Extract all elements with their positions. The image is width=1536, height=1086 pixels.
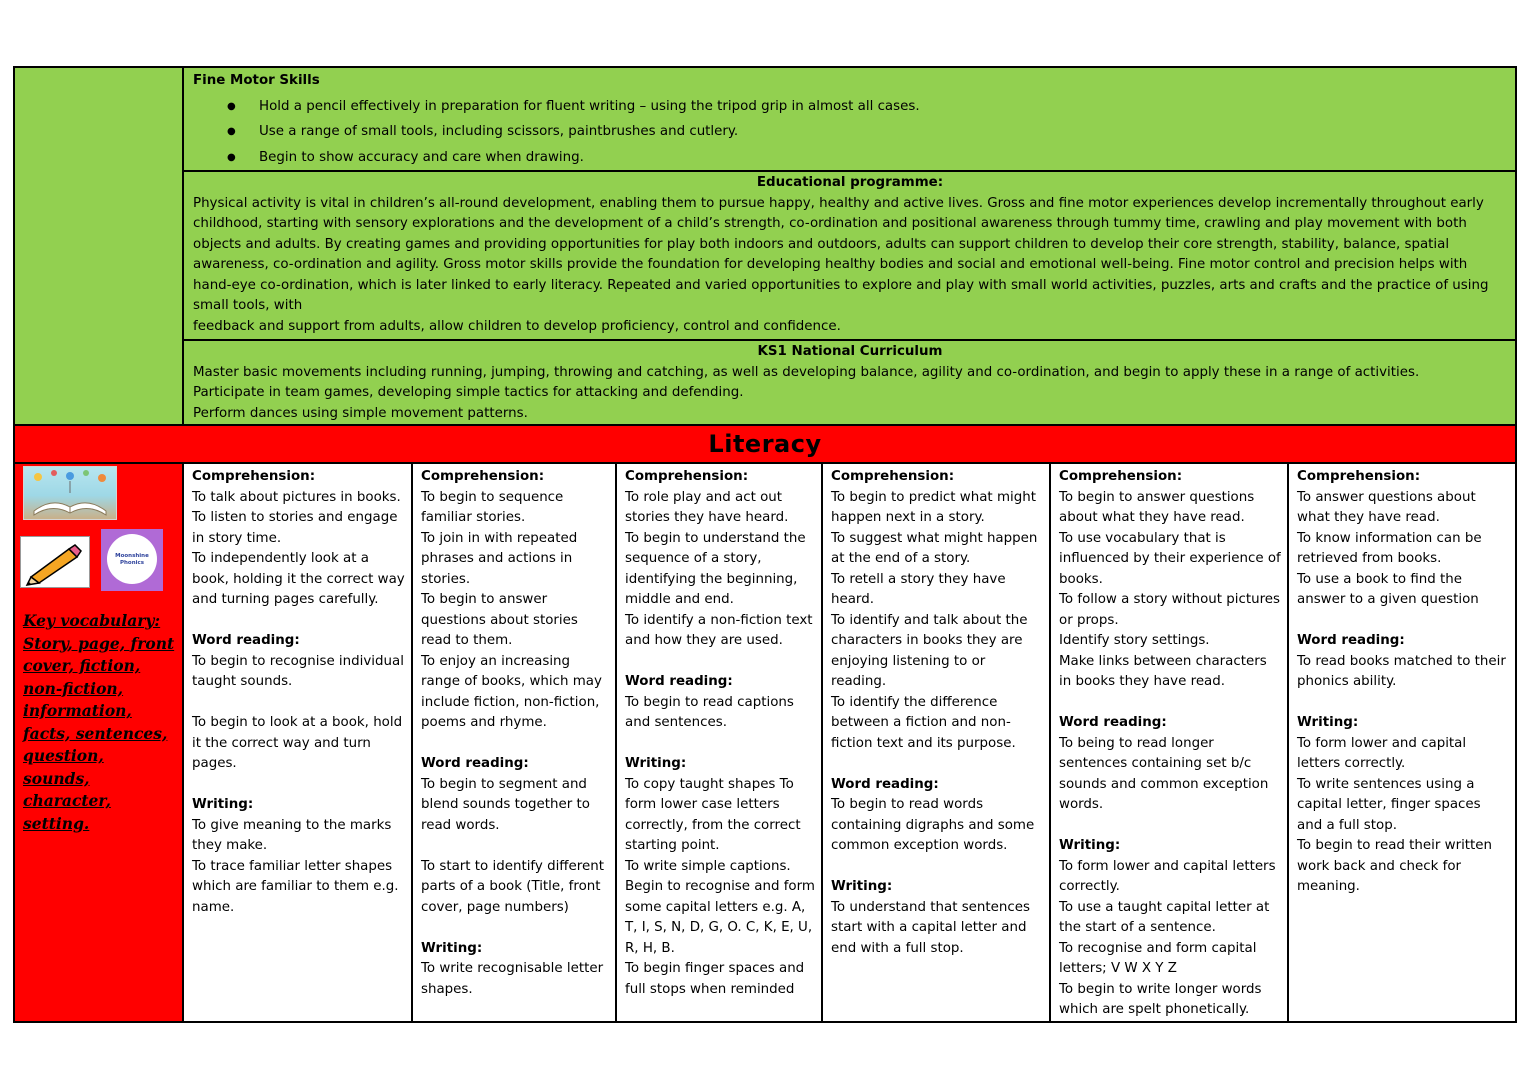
writing-item: To trace familiar letter shapes which are familiar to them e.g. name.: [192, 858, 399, 915]
comprehension-item: To begin to understand the sequence of a story, identifying the beginning, middle and end.: [625, 530, 806, 607]
fine-motor-bullet: ● Begin to show accuracy and care when drawing.: [193, 145, 1507, 171]
educational-programme-text-2: feedback and support from adults, allow children to develop proficiency, control and confidence.: [193, 318, 841, 334]
writing-heading: Writing:: [1297, 715, 1359, 730]
writing-item: To give meaning to the marks they make.: [192, 817, 392, 853]
writing-item: To recognise and form capital letters; V W X Y Z: [1059, 940, 1257, 976]
comprehension-item: To identify and talk about the characters in books they are enjoying listening to or reading.: [831, 612, 1028, 689]
educational-programme-heading: Educational programme:: [756, 175, 944, 190]
comprehension-item: To independently look at a book, holding it the correct way and turning pages carefully.: [192, 551, 405, 607]
ks1-section: [184, 341, 1515, 424]
comprehension-heading: Comprehension:: [1297, 469, 1421, 484]
pencil-image: [20, 536, 90, 588]
word-reading-heading: Word reading:: [1059, 715, 1167, 730]
writing-item: To write recognisable letter shapes.: [421, 961, 604, 997]
writing-item: To write sentences using a capital letter, finger spaces and a full stop.: [1297, 776, 1481, 833]
comprehension-heading: Comprehension:: [192, 469, 316, 484]
writing-item: To copy taught shapes To form lower case letters correctly, from the correct starting point.: [625, 776, 801, 853]
comprehension-heading: Comprehension:: [421, 469, 545, 484]
literacy-col-6: [1288, 463, 1516, 1022]
comprehension-item: To join in with repeated phrases and actions in stories.: [421, 530, 578, 587]
literacy-col-4: [822, 463, 1050, 1022]
phonics-logo: [101, 529, 163, 591]
literacy-side-cell: [14, 463, 183, 1022]
pencil-icon: [21, 537, 89, 587]
writing-item: Begin to recognise and form some capital letters e.g. A, T, I, S, N, D, G, O. C, K, E, U, R, H, B.: [625, 879, 815, 956]
comprehension-item: To suggest what might happen at the end of a story.: [831, 530, 1038, 566]
comprehension-item: To answer questions about what they have read.: [1297, 489, 1476, 525]
educational-programme-section: [184, 172, 1515, 341]
writing-heading: Writing:: [421, 940, 483, 956]
ks1-line: Master basic movements including running, jumping, throwing and catching, as well as developing balance, agility and co-ordination, and begin to apply these in a range of activities.: [193, 364, 1420, 380]
fine-motor-bullet: ● Use a range of small tools, including scissors, paintbrushes and cutlery.: [193, 119, 1507, 145]
word-reading-item: To begin to read words containing digraphs and some common exception words.: [831, 797, 1035, 853]
physical-content-cell: [183, 67, 1516, 425]
writing-item: To begin finger spaces and full stops when reminded: [625, 961, 805, 997]
key-vocabulary: Key vocabulary: Story, page, front cover, fiction, non-fiction, information, facts, sentences, question, sounds, character, setting.: [23, 611, 175, 833]
writing-heading: Writing:: [625, 756, 687, 771]
fine-motor-section: [184, 68, 1515, 172]
comprehension-item: To retell a story they have heard.: [831, 571, 1006, 607]
ks1-line: Perform dances using simple movement patterns.: [193, 405, 528, 421]
writing-item: To use a taught capital letter at the start of a sentence.: [1059, 899, 1270, 935]
word-reading-heading: Word reading:: [421, 756, 529, 771]
word-reading-heading: Word reading:: [1297, 633, 1405, 648]
comprehension-item: To listen to stories and engage in story time.: [192, 510, 398, 546]
word-reading-item: To start to identify different parts of a book (Title, front cover, page numbers): [421, 858, 604, 915]
curriculum-table: [13, 66, 1517, 1023]
open-book-icon: [24, 467, 116, 519]
literacy-title: Literacy: [14, 425, 1516, 463]
writing-item: To begin to read their written work back and check for meaning.: [1297, 838, 1493, 894]
word-reading-item: To read books matched to their phonics ability.: [1297, 653, 1506, 689]
comprehension-item: To use a book to find the answer to a given question: [1297, 571, 1479, 607]
word-reading-heading: Word reading:: [625, 674, 733, 689]
comprehension-heading: Comprehension:: [625, 469, 749, 484]
ks1-heading: KS1 National Curriculum: [757, 344, 943, 359]
comprehension-item: To begin to sequence familiar stories.: [421, 489, 564, 525]
writing-item: To form lower and capital letters correctly.: [1297, 735, 1467, 771]
word-reading-heading: Word reading:: [831, 776, 939, 792]
word-reading-item: To begin to segment and blend sounds together to read words.: [421, 776, 590, 833]
literacy-col-2: [412, 463, 616, 1022]
comprehension-item: To begin to answer questions about what they have read.: [1059, 489, 1255, 525]
comprehension-item: Identify story settings.: [1059, 633, 1210, 648]
word-reading-item: To begin to look at a book, hold it the correct way and turn pages.: [192, 715, 403, 771]
books-image: [23, 466, 117, 520]
fine-motor-bullet: ● Hold a pencil effectively in preparation for fluent writing – using the tripod grip in almost all cases.: [193, 94, 1507, 120]
comprehension-item: To know information can be retrieved from books.: [1297, 530, 1482, 566]
comprehension-item: To enjoy an increasing range of books, which may include fiction, non-fiction, poems and rhyme.: [421, 653, 602, 730]
literacy-col-5: [1050, 463, 1288, 1022]
physical-side-cell: [14, 67, 183, 425]
writing-item: To write simple captions.: [625, 858, 791, 874]
writing-heading: Writing:: [831, 879, 893, 894]
writing-item: To understand that sentences start with a capital letter and end with a full stop.: [831, 899, 1030, 956]
comprehension-item: To role play and act out stories they have heard.: [625, 489, 789, 525]
writing-heading: Writing:: [1059, 838, 1121, 853]
comprehension-item: To begin to answer questions about stories read to them.: [421, 592, 578, 648]
fine-motor-heading: Fine Motor Skills: [193, 73, 320, 88]
writing-item: To form lower and capital letters correctly.: [1059, 858, 1276, 894]
literacy-col-1: [183, 463, 412, 1022]
comprehension-item: Make links between characters in books they have read.: [1059, 653, 1267, 689]
comprehension-heading: Comprehension:: [1059, 469, 1183, 484]
ks1-line: Participate in team games, developing simple tactics for attacking and defending.: [193, 385, 744, 400]
comprehension-item: To follow a story without pictures or props.: [1059, 592, 1281, 628]
fine-motor-list: [193, 94, 1507, 171]
comprehension-item: To begin to predict what might happen next in a story.: [831, 489, 1036, 525]
literacy-sidebar: [15, 464, 182, 1012]
writing-heading: Writing:: [192, 797, 254, 812]
comprehension-item: To use vocabulary that is influenced by their experience of books.: [1059, 530, 1281, 587]
comprehension-item: To talk about pictures in books.: [192, 489, 401, 505]
word-reading-item: To begin to recognise individual taught sounds.: [192, 653, 404, 689]
word-reading-item: To being to read longer sentences containing set b/c sounds and common exception words.: [1059, 735, 1269, 812]
comprehension-item: To identify the difference between a fiction and non-fiction text and its purpose.: [831, 694, 1016, 751]
phonics-logo-text: Moonshine Phonics: [107, 534, 157, 584]
word-reading-heading: Word reading:: [192, 633, 300, 648]
comprehension-heading: Comprehension:: [831, 469, 955, 484]
comprehension-item: To identify a non-fiction text and how they are used.: [625, 612, 813, 648]
writing-item: To begin to write longer words which are spelt phonetically.: [1059, 981, 1262, 1017]
educational-programme-text: Physical activity is vital in children’s all-round development, enabling them to pursue happy, healthy and active lives. Gross and fine motor experiences develop incrementally throughout early childhood, starting with sensory explorations and the development of a child’s strength, co-ordination and positional awareness through tummy time, crawling and play movement with both objects and adults. By creating games and providing opportunities for play both indoors and outdoors, adults can support children to develop their core strength, stability, balance, spatial awareness, co-ordination and agility. Gross motor skills provide the foundation for developing healthy bodies and social and emotional well-being. Fine motor control and precision helps with hand-eye co-ordination, which is later linked to early literacy. Repeated and varied opportunities to explore and play with small world activities, puzzles, arts and crafts and the practice of using small tools, with: [193, 195, 1489, 313]
word-reading-item: To begin to read captions and sentences.: [625, 694, 794, 730]
literacy-col-3: [616, 463, 822, 1022]
